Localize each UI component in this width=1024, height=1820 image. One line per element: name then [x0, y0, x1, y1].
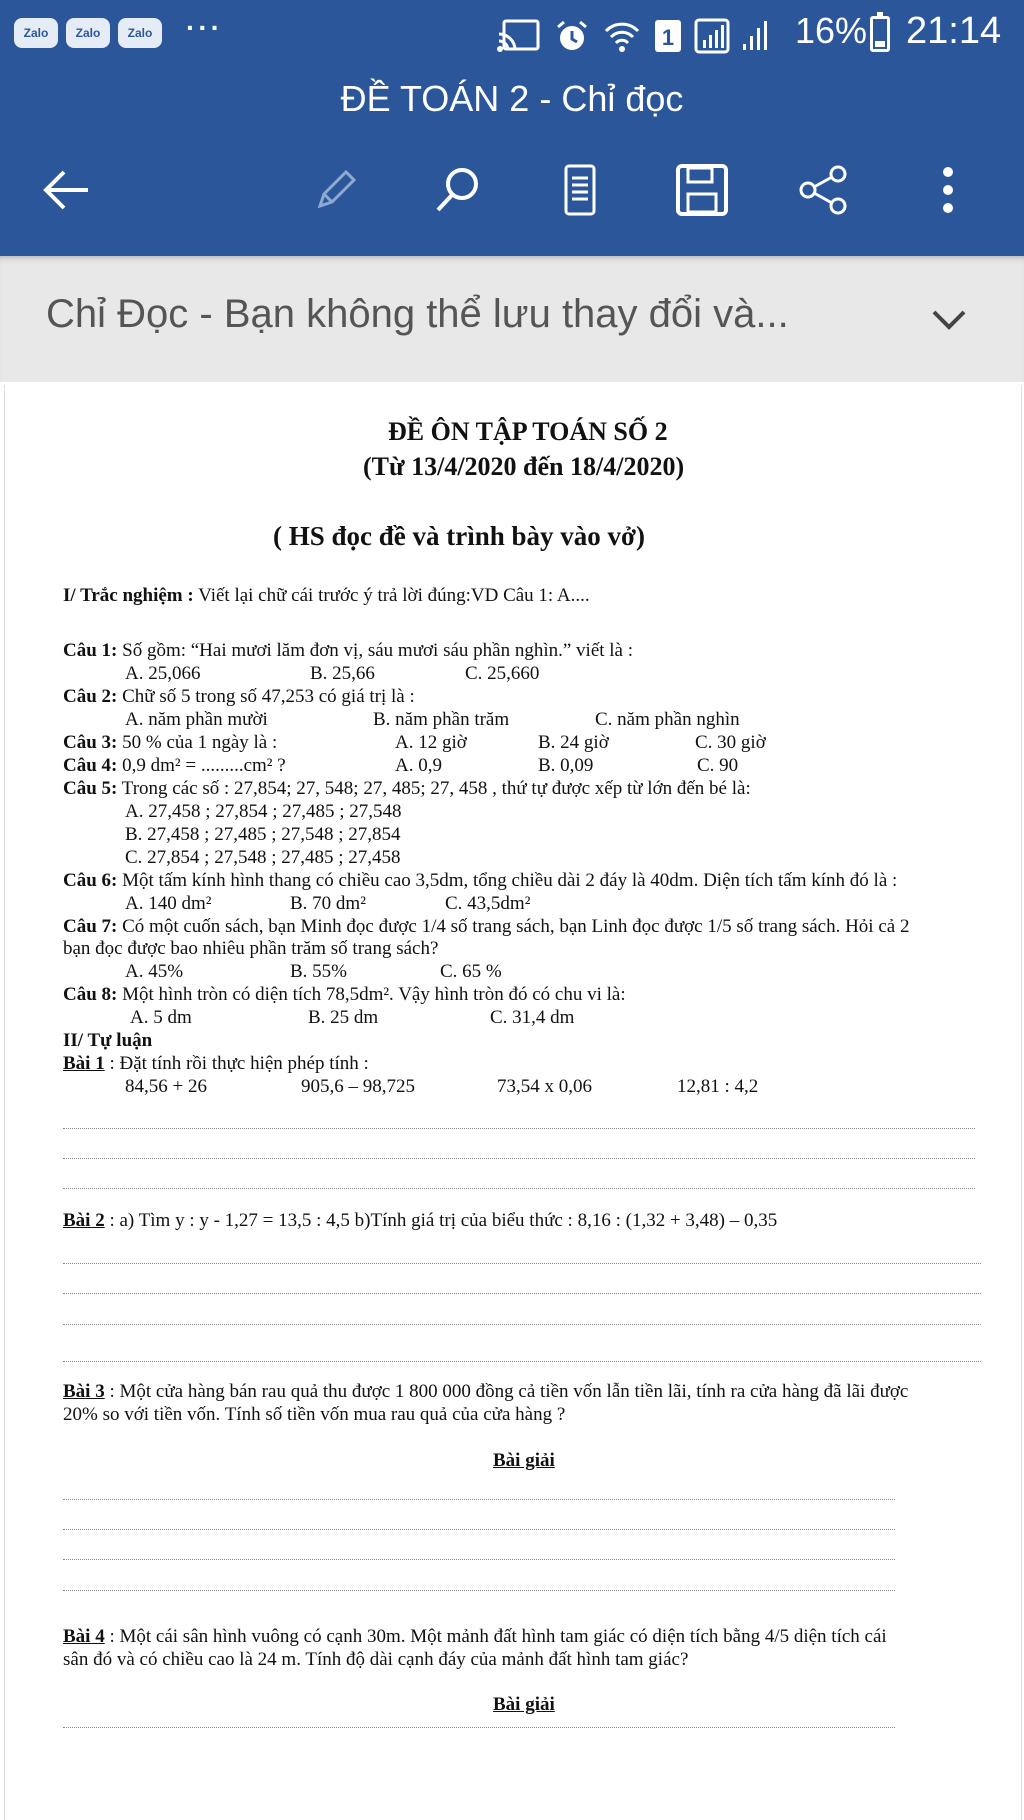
chevron-down-icon[interactable]	[926, 296, 972, 342]
operation: 73,54 x 0,06	[497, 1076, 592, 1097]
answer-line	[63, 1361, 981, 1362]
question-6: Câu 6: Một tấm kính hình thang có chiều cao 3,5dm, tổng chiều dài 2 đáy là 40dm. Diện tích tấm kính đó là :	[63, 870, 898, 891]
option: B. năm phần trăm	[373, 709, 510, 730]
option: A. 0,9	[395, 755, 442, 776]
option: A. 140 dm²	[125, 893, 212, 914]
option: C. 25,660	[465, 663, 540, 684]
save-button[interactable]	[670, 158, 734, 222]
search-button[interactable]	[426, 158, 490, 222]
option: C. 31,4 dm	[490, 1007, 575, 1028]
question-2: Câu 2: Chữ số 5 trong số 47,253 có giá trị là :	[63, 686, 415, 707]
option: B. 24 giờ	[538, 732, 609, 753]
zalo-notification-icon: Zalo	[118, 18, 162, 48]
question-7: Câu 7: Có một cuốn sách, bạn Minh đọc được 1/4 số trang sách, bạn Linh đọc được 1/5 số trang sách. Hỏi cả 2	[63, 916, 910, 937]
save-icon	[674, 162, 730, 218]
alarm-icon	[554, 18, 590, 54]
bai-4-cont: sân đó và có chiều cao là 24 m. Tính độ dài cạnh đáy của mảnh đất hình tam giác?	[63, 1649, 689, 1670]
doc-title: ĐỀ ÔN TẬP TOÁN SỐ 2	[388, 417, 668, 446]
operation: 12,81 : 4,2	[677, 1076, 759, 1097]
option: B. 27,458 ; 27,485 ; 27,548 ; 27,854	[125, 824, 401, 845]
bai-3-cont: 20% so với tiền vốn. Tính số tiền vốn mua rau quả của cửa hàng ?	[63, 1404, 566, 1425]
wifi-icon	[602, 18, 642, 54]
option: B. 25 dm	[308, 1007, 379, 1028]
back-button[interactable]	[34, 158, 98, 222]
option: A. 5 dm	[130, 1007, 192, 1028]
zalo-notification-icon: Zalo	[66, 18, 110, 48]
search-icon	[430, 162, 486, 218]
answer-line	[63, 1263, 981, 1264]
answer-line	[63, 1559, 895, 1560]
option: A. năm phần mười	[125, 709, 268, 730]
option: C. 43,5dm²	[445, 893, 531, 914]
answer-line	[63, 1529, 895, 1530]
document-title: ĐỀ TOÁN 2 - Chỉ đọc	[340, 78, 684, 119]
question-8: Câu 8: Một hình tròn có diện tích 78,5dm². Vậy hình tròn đó có chu vi là:	[63, 984, 626, 1005]
signal-icon	[742, 18, 772, 54]
answer-line	[63, 1293, 981, 1294]
option: A. 45%	[125, 961, 184, 982]
battery-percent: 16%	[795, 10, 868, 51]
status-bar	[0, 0, 1024, 72]
option: B. 70 dm²	[290, 893, 366, 914]
answer-line	[63, 1158, 975, 1159]
section2-heading: II/ Tự luận	[63, 1030, 153, 1051]
doc-date-range: (Từ 13/4/2020 đến 18/4/2020)	[363, 452, 685, 481]
option: B. 0,09	[538, 755, 594, 776]
app-bar	[0, 72, 1024, 256]
answer-line	[63, 1590, 895, 1591]
option: C. 65 %	[440, 961, 502, 982]
operation: 905,6 – 98,725	[301, 1076, 415, 1097]
question-3: Câu 3: 50 % của 1 ngày là :	[63, 732, 278, 753]
notification-overflow: ···	[186, 12, 223, 43]
bai-1: Bài 1 : Đặt tính rồi thực hiện phép tính :	[63, 1053, 369, 1074]
option: B. 55%	[290, 961, 347, 982]
question-5: Câu 5: Trong các số : 27,854; 27, 548; 27, 485; 27, 458 , thứ tự được xếp từ lớn đến bé là:	[63, 778, 751, 799]
bai-3: Bài 3 : Một cửa hàng bán rau quả thu được 1 800 000 đồng cả tiền vốn lẫn tiền lãi, tính ra cửa hàng đã lãi được	[63, 1381, 909, 1402]
doc-instruction: ( HS đọc đề và trình bày vào vở)	[273, 521, 645, 551]
section1: I/ Trắc nghiệm : Viết lại chữ cái trước ý trả lời đúng:VD Câu 1: A....	[63, 585, 590, 606]
answer-line	[63, 1128, 975, 1129]
document-page[interactable]	[4, 385, 1022, 1820]
solution-heading: Bài giải	[493, 1450, 555, 1471]
cast-icon	[496, 18, 542, 54]
more-vert-icon	[920, 162, 976, 218]
answer-line	[63, 1499, 895, 1500]
battery-icon	[870, 16, 890, 52]
edit-pencil-icon	[308, 162, 364, 218]
bai-2: Bài 2 : a) Tìm y : y - 1,27 = 13,5 : 4,5 b)Tính giá trị của biểu thức : 8,16 : (1,32 + 3,48) – 0,35	[63, 1210, 778, 1231]
mobile-view-icon	[552, 162, 608, 218]
question-1: Câu 1: Số gồm: “Hai mươi lăm đơn vị, sáu mươi sáu phần nghìn.” viết là :	[63, 640, 634, 661]
operation: 84,56 + 26	[125, 1076, 207, 1097]
bai-4: Bài 4 : Một cái sân hình vuông có cạnh 30m. Một mảnh đất hình tam giác có diện tích bằng 4/5 diện tích cái	[63, 1626, 887, 1647]
option: A. 27,458 ; 27,854 ; 27,485 ; 27,548	[125, 801, 402, 822]
option: A. 25,066	[125, 663, 201, 684]
back-arrow-icon	[38, 162, 94, 218]
signal-icon	[694, 18, 730, 54]
read-only-banner[interactable]	[0, 256, 1024, 382]
answer-line	[63, 1324, 981, 1325]
option: C. năm phần nghìn	[595, 709, 740, 730]
status-icons	[496, 16, 772, 56]
option: C. 90	[697, 755, 739, 776]
option: A. 12 giờ	[395, 732, 467, 753]
answer-line	[63, 1727, 895, 1728]
edit-button[interactable]	[304, 158, 368, 222]
sim-1-icon	[654, 19, 682, 53]
more-options-button[interactable]	[916, 158, 980, 222]
svg-text:1: 1	[661, 25, 675, 50]
option: B. 25,66	[310, 663, 375, 684]
solution-heading: Bài giải	[493, 1694, 555, 1715]
mobile-view-button[interactable]	[548, 158, 612, 222]
clock: 21:14	[906, 10, 1002, 52]
question-4: Câu 4: 0,9 dm² = .........cm² ?	[63, 755, 286, 776]
share-button[interactable]	[792, 158, 856, 222]
option: C. 30 giờ	[695, 732, 766, 753]
question-7-cont: bạn đọc được bao nhiêu phần trăm số trang sách?	[63, 938, 439, 959]
answer-line	[63, 1188, 975, 1189]
read-only-message: Chỉ Đọc - Bạn không thể lưu thay đổi và...	[46, 292, 789, 336]
share-icon	[796, 162, 852, 218]
zalo-notification-icon: Zalo	[14, 18, 58, 48]
option: C. 27,854 ; 27,548 ; 27,485 ; 27,458	[125, 847, 401, 868]
